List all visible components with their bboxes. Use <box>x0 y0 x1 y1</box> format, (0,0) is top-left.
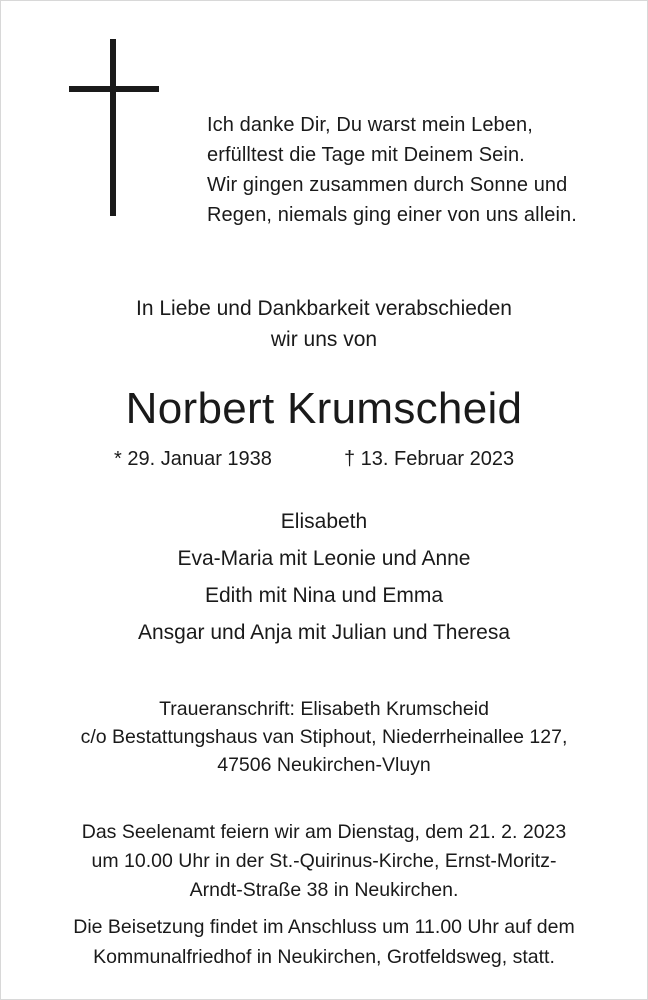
poem-line: Wir gingen zusammen durch Sonne und <box>207 174 568 196</box>
deceased-name: Norbert Krumscheid <box>125 384 523 433</box>
death-date: † 13. Februar 2023 <box>344 448 515 470</box>
requiem-notice <box>0 818 648 905</box>
poem-line: Regen, niemals ging einer von uns allein. <box>207 204 577 226</box>
burial-line: Kommunalfriedhof in Neukirchen, Grotfeldsweg, statt. <box>93 946 555 968</box>
family-member: Elisabeth <box>280 510 368 533</box>
service-line: um 10.00 Uhr in der St.-Quirinus-Kirche, Ernst-Moritz- <box>91 850 557 872</box>
poem-line: Ich danke Dir, Du warst mein Leben, <box>207 114 533 136</box>
cross-vertical-bar <box>110 39 116 216</box>
poem-line: erfülltest die Tage mit Deinem Sein. <box>207 144 525 166</box>
address-line: c/o Bestattungshaus van Stiphout, Niederrheinallee 127, <box>80 726 568 748</box>
family-member: Eva-Maria mit Leonie und Anne <box>177 547 471 570</box>
intro-text <box>0 293 648 355</box>
mourning-address <box>0 695 648 779</box>
cross-horizontal-bar <box>69 86 159 92</box>
life-dates <box>0 444 648 474</box>
service-line: Arndt-Straße 38 in Neukirchen. <box>189 879 459 901</box>
address-line: Traueranschrift: Elisabeth Krumscheid <box>159 698 489 720</box>
family-member: Edith mit Nina und Emma <box>204 584 444 607</box>
cross-icon <box>69 39 159 216</box>
poem <box>207 110 627 230</box>
service-line: Das Seelenamt feiern wir am Dienstag, dem 21. 2. 2023 <box>81 821 567 843</box>
intro-line: In Liebe und Dankbarkeit verabschieden <box>136 297 512 320</box>
family-list <box>0 503 648 651</box>
burial-notice <box>0 912 648 972</box>
address-line: 47506 Neukirchen-Vluyn <box>217 754 431 776</box>
birth-date: * 29. Januar 1938 <box>114 448 272 470</box>
burial-line: Die Beisetzung findet im Anschluss um 11.00 Uhr auf dem <box>73 916 575 938</box>
intro-line: wir uns von <box>270 328 378 351</box>
family-member: Ansgar und Anja mit Julian und Theresa <box>137 621 510 644</box>
